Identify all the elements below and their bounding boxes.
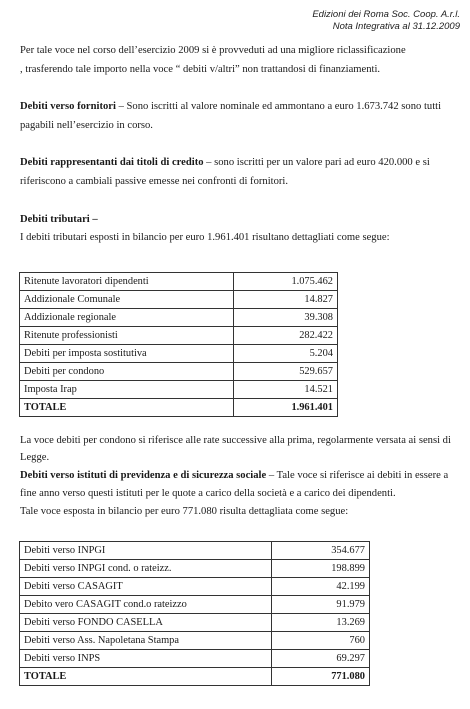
row-value: 760 [272,632,370,650]
total-value: 771.080 [272,668,370,686]
total-label: TOTALE [20,668,272,686]
row-value: 91.979 [272,596,370,614]
row-label: Debiti verso FONDO CASELLA [20,614,272,632]
fornitori-line-2: pagabili nell’esercizio in corso. [20,120,153,131]
previdenza-line-2: fine anno verso questi istituti per le quote a carico della società e a carico dei dipendenti. [20,488,396,499]
table-row [20,381,338,399]
table-row [20,650,370,668]
row-label: Debiti per condono [20,363,234,381]
previdenza-line-3: Tale voce esposta in bilancio per euro 771.080 risulta dettagliata come segue: [20,506,349,517]
row-value: 42.199 [272,578,370,596]
table-row [20,273,338,291]
condono-line-1: La voce debiti per condono si riferisce alle rate successive alla prima, regolarmente versata ai sensi di [20,435,451,446]
fornitori-line-1 [20,100,460,113]
previdenza-line-1 [20,469,460,482]
previdenza-text-1: – Tale voce si riferisce ai debiti in essere a [266,470,449,481]
intro-line-1: Per tale voce nel corso dell’esercizio 2009 si è provveduti ad una migliore riclassificazione [20,45,406,56]
row-label: Imposta Irap [20,381,234,399]
previdenza-title: Debiti verso istituti di previdenza e di sicurezza sociale [20,470,267,481]
previdenza-table [19,541,370,686]
row-value: 39.308 [234,309,338,327]
table-row [20,596,370,614]
table-total-row [20,668,370,686]
row-value: 198.899 [272,560,370,578]
row-label: Debiti verso INPS [20,650,272,668]
row-label: Debiti verso CASAGIT [20,578,272,596]
row-label: Debito vero CASAGIT cond.o rateizzo [20,596,272,614]
row-label: Ritenute lavoratori dipendenti [20,273,234,291]
tributari-text: I debiti tributari esposti in bilancio per euro 1.961.401 risultano dettagliati come segue: [20,232,390,243]
row-value: 5.204 [234,345,338,363]
fornitori-text-1: – Sono iscritti al valore nominale ed ammontano a euro 1.673.742 sono tutti [115,101,442,112]
total-value: 1.961.401 [234,399,338,417]
table-row [20,614,370,632]
row-value: 69.297 [272,650,370,668]
table-row [20,327,338,345]
titoli-title: Debiti rappresentanti dai titoli di credito [20,157,204,168]
table-row [20,560,370,578]
row-value: 14.521 [234,381,338,399]
intro-line-2: , trasferendo tale importo nella voce “ debiti v/altri” non trattandosi di finanziamenti. [20,64,381,75]
table-row [20,578,370,596]
table-row [20,309,338,327]
row-label: Debiti verso INPGI cond. o rateizz. [20,560,272,578]
table-total-row [20,399,338,417]
row-label: Ritenute professionisti [20,327,234,345]
titoli-line-2: riferiscono a cambiali passive emesse nei confronti di fornitori. [20,176,288,187]
table-row [20,542,370,560]
row-value: 354.677 [272,542,370,560]
row-label: Debiti verso INPGI [20,542,272,560]
row-value: 13.269 [272,614,370,632]
titoli-line-1 [20,156,460,169]
header-company: Edizioni dei Roma Soc. Coop. A.r.l. [312,9,460,20]
row-value: 14.827 [234,291,338,309]
tributari-title: Debiti tributari – [20,214,98,225]
table-row [20,363,338,381]
table-row [20,632,370,650]
fornitori-title: Debiti verso fornitori [20,101,116,112]
titoli-text-1: – sono iscritti per un valore pari ad euro 420.000 e si [203,157,430,168]
table-row [20,291,338,309]
condono-line-2: Legge. [20,452,50,463]
table-row [20,345,338,363]
row-label: Debiti verso Ass. Napoletana Stampa [20,632,272,650]
row-label: Debiti per imposta sostitutiva [20,345,234,363]
row-value: 1.075.462 [234,273,338,291]
tributari-table [19,272,338,417]
total-label: TOTALE [20,399,234,417]
row-value: 529.657 [234,363,338,381]
row-label: Addizionale Comunale [20,291,234,309]
header-subtitle: Nota Integrativa al 31.12.2009 [332,21,460,32]
row-label: Addizionale regionale [20,309,234,327]
row-value: 282.422 [234,327,338,345]
